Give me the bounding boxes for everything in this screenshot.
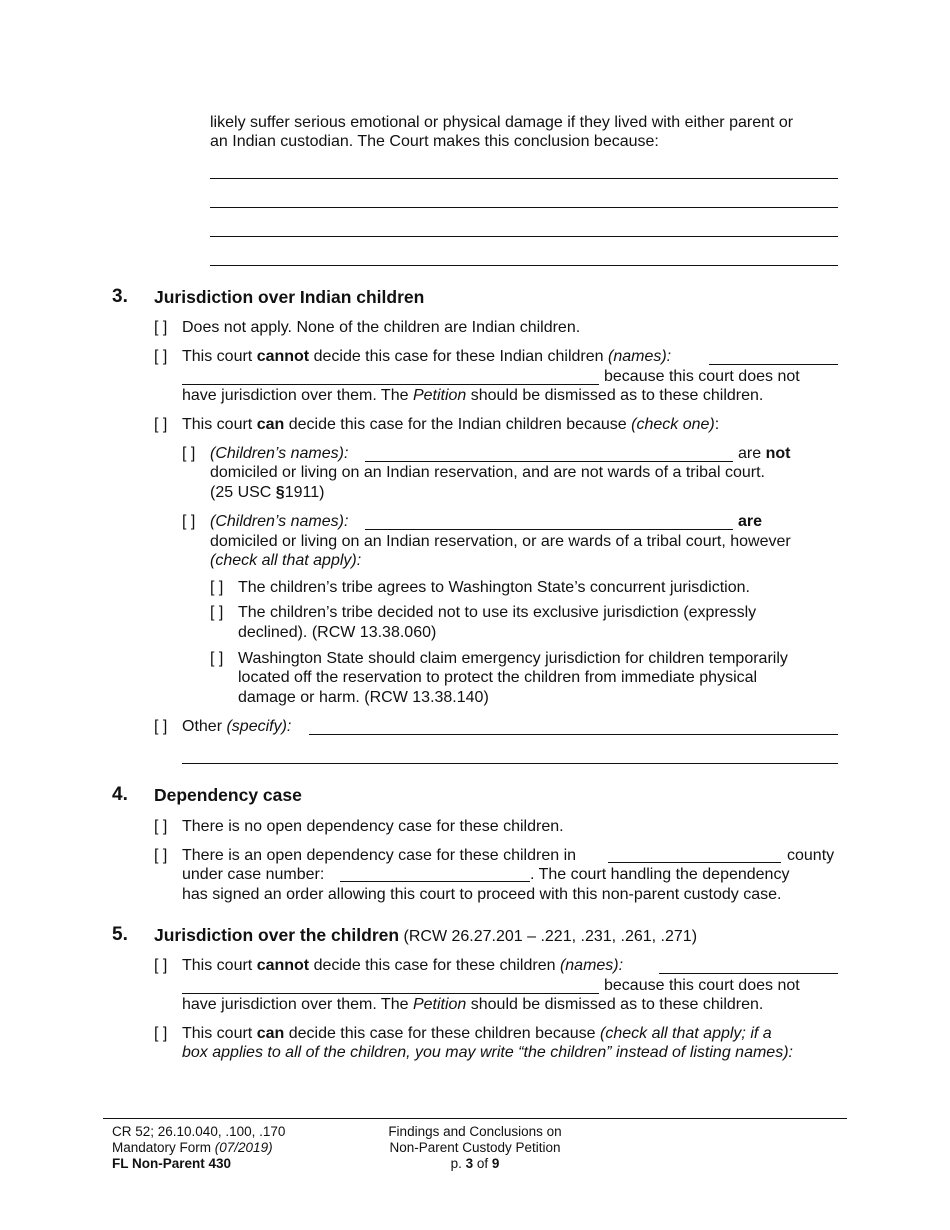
sub1-line-3: (25 USC §1911) [210,484,325,501]
checkbox[interactable]: [ ] [182,513,196,530]
answer-line-2[interactable] [210,207,838,208]
sec3-option-cannot: This court cannot decide this case for these Indian children (names): [182,348,672,365]
footer-rule-citation: CR 52; 26.10.040, .100, .170 [112,1124,286,1139]
check-emergency-line-3: damage or harm. (RCW 13.38.140) [238,689,489,706]
sub1-label: (Children’s names): [210,445,349,462]
answer-line-3[interactable] [210,236,838,237]
checkbox[interactable]: [ ] [154,416,168,433]
sec5-option-cannot: This court cannot decide this case for these children (names): [182,957,624,974]
sub2-line-3: (check all that apply): [210,552,362,569]
sec3-option-can: This court can decide this case for the Indian children because (check one): [182,416,720,433]
checkbox[interactable]: [ ] [210,650,224,667]
footer-doc-title-1: Findings and Conclusions on [388,1124,562,1139]
sec5-cannot-line-3: have jurisdiction over them. The Petition should be dismissed as to these children. [182,996,764,1013]
sec3-cannot-line-2: because this court does not [604,368,800,385]
check-emergency-line-2: located off the reservation to protect the children from immediate physical [238,669,758,686]
checkbox[interactable]: [ ] [154,718,168,735]
sec4-line-2-rest: . The court handling the dependency [530,866,790,883]
sec3-other: Other (specify): [182,718,292,735]
sec5-can-line-2: box applies to all of the children, you may write “the children” instead of listing names): [182,1044,793,1061]
section-4-title: Dependency case [154,785,302,805]
sub2-label: (Children’s names): [210,513,349,530]
section-3-title: Jurisdiction over Indian children [154,287,425,307]
checkbox[interactable]: [ ] [154,319,168,336]
check-declined-line-2: declined). (RCW 13.38.060) [238,624,437,641]
sub2-line-2: domiciled or living on an Indian reservation, or are wards of a tribal court, however [210,533,791,550]
footer-divider [103,1118,847,1119]
sub1-are-not: are not [738,445,791,462]
intro-line-2: an Indian custodian. The Court makes this conclusion because: [210,133,659,150]
children-names-field[interactable] [365,461,733,462]
county-field[interactable] [608,862,781,863]
sec4-case-number-label: under case number: [182,866,325,883]
checkbox[interactable]: [ ] [154,818,168,835]
other-specify-field[interactable] [309,734,838,735]
sub2-are: are [738,513,763,530]
section-3-number: 3. [112,286,128,307]
checkbox[interactable]: [ ] [210,604,224,621]
answer-line-1[interactable] [210,178,838,179]
sec4-county-label: county [787,847,835,864]
sec4-option-none: There is no open dependency case for these children. [182,818,564,835]
footer-form-id: FL Non-Parent 430 [112,1156,232,1171]
section-4-number: 4. [112,784,128,805]
names-field-continued[interactable] [182,384,599,385]
checkbox[interactable]: [ ] [210,579,224,596]
footer-doc-title-2: Non-Parent Custody Petition [389,1140,561,1155]
check-concurrent: The children’s tribe agrees to Washington State’s concurrent jurisdiction. [238,579,750,596]
answer-line-4[interactable] [210,265,838,266]
footer-page-number: p. 3 of 9 [450,1156,500,1171]
sec3-option-not-apply: Does not apply. None of the children are Indian children. [182,319,581,336]
sub1-line-2: domiciled or living on an Indian reservation, and are not wards of a tribal court. [210,464,765,481]
names-field-continued[interactable] [182,993,599,994]
sec5-cannot-line-2: because this court does not [604,977,800,994]
footer-center [375,1124,575,1172]
names-field[interactable] [709,364,838,365]
case-number-field[interactable] [340,881,530,882]
checkbox[interactable]: [ ] [182,445,196,462]
children-names-field[interactable] [365,529,733,530]
intro-line-1: likely suffer serious emotional or physical damage if they lived with either parent or [210,114,794,131]
section-5-title: Jurisdiction over the children (RCW 26.27.201 – .221, .231, .261, .271) [154,925,698,945]
check-emergency-line-1: Washington State should claim emergency jurisdiction for children temporarily [238,650,788,667]
section-5-number: 5. [112,924,128,945]
names-field[interactable] [659,973,838,974]
footer-mandatory-form: Mandatory Form (07/2019) [112,1140,273,1155]
sec3-cannot-line-3: have jurisdiction over them. The Petition should be dismissed as to these children. [182,387,764,404]
check-declined-line-1: The children’s tribe decided not to use its exclusive jurisdiction (expressly [238,604,757,621]
checkbox[interactable]: [ ] [154,957,168,974]
checkbox[interactable]: [ ] [154,847,168,864]
sec4-line-3: has signed an order allowing this court to proceed with this non-parent custody case. [182,886,782,903]
checkbox[interactable]: [ ] [154,348,168,365]
sec4-option-open: There is an open dependency case for these children in [182,847,577,864]
footer-left [112,1124,285,1172]
other-specify-field-continued[interactable] [182,763,838,764]
sec5-option-can: This court can decide this case for these children because (check all that apply; if a [182,1025,772,1042]
checkbox[interactable]: [ ] [154,1025,168,1042]
